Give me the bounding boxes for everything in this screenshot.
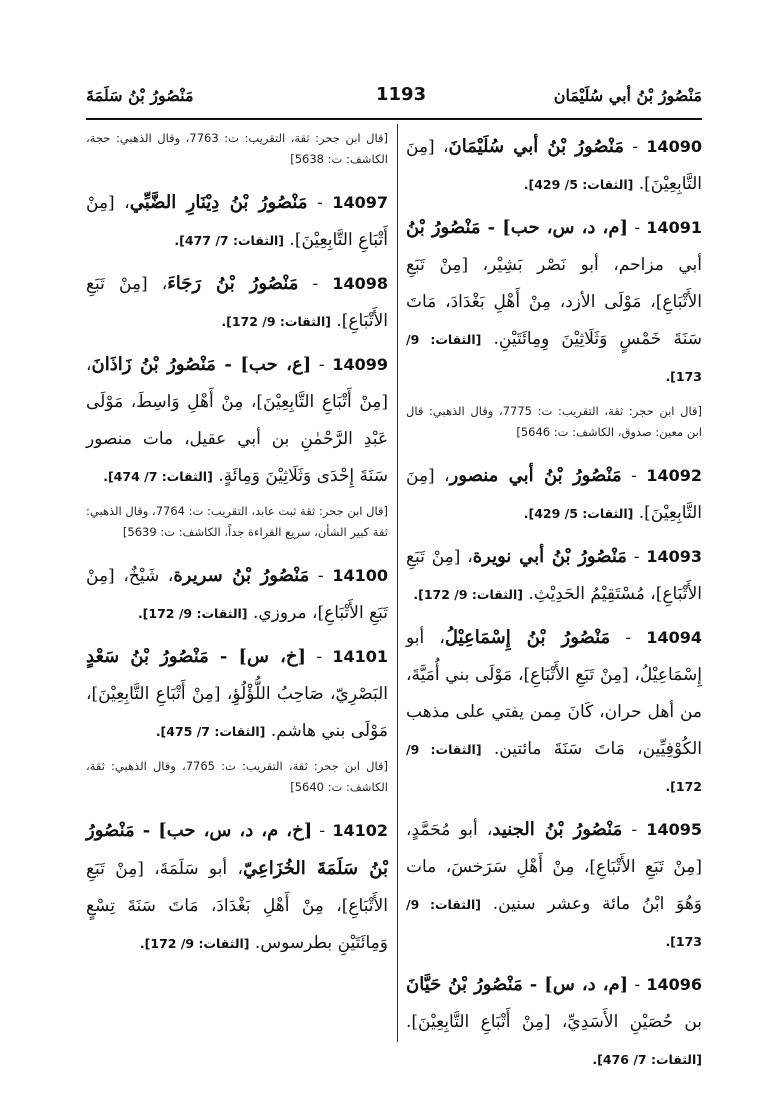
entry-source: [الثقات: 9/ 172]. — [137, 606, 248, 621]
entry-number: 14102 — [332, 821, 388, 840]
entry-name: مَنْصُورُ بْنُ أبي نويرة — [472, 546, 627, 567]
entry-14098: 14098 - مَنْصُورُ بْنُ رَجَاءَ، [مِنْ تَبَعِ الأَتْبَاعِ]. [الثقات: 9/ 172]. — [86, 273, 388, 331]
entry-14090: 14090 - مَنْصُورُ بْنُ أبي سُلَيْمَانَ، [مِنَ التَّابِعِيْنَ]. [الثقات: 5/ 429]. — [406, 136, 702, 194]
entry-text: ، أبو مُحَمَّدٍ، [مِنْ تَبَعِ الأَتْبَاعِ]، مِنْ أَهْلِ سَرَخسَ، مات وَهُوَ ابْنُ مائة وعشر سنين. — [406, 820, 702, 914]
entry-source: [الثقات: 7/ 477]. — [174, 233, 285, 248]
entry-14100: 14100 - مَنْصُورُ بْنُ سريرة، شَيْخٌ، [مِنْ تَبَعِ الأَتْبَاعِ]، مروزي. [الثقات: 9/ 172]. — [86, 565, 388, 623]
running-title-left: مَنْصُورُ بْنُ سَلَمَةَ — [86, 86, 194, 105]
entry-text: ، [مِنْ تَبَعِ الأَتْبَاعِ]، مُسْتَقِيْمُ الحَدِيْثِ. — [406, 547, 702, 604]
entry-text: أبي مزاحم، أبو نَصْر بَشِيْر، [مِنْ تَبَعِ الأَتْبَاعِ]، مَوْلَى الأزد، مِنْ أَهْلِ بَغْدَادَ، مَاتَ سَنَةَ خَمْسٍ وَثَلَاثِيْنَ وِمِائَتَيْنِ. — [406, 255, 702, 349]
entry-14102: 14102 - [خ، م، د، س، حب] - مَنْصُورُ بْنُ سَلَمَةَ الخُزَاعِيّ، أبو سَلَمَةَ، [مِنْ تَبَعِ الأَتْبَاعِ]، مِنْ أَهْلِ بَغْدَادَ، مَاتَ سَنَةَ تِسْعٍ وَمِائَتَيْنِ بطرسوس. [الثقات: 9/ 172]. — [86, 820, 389, 953]
entry-name: [م، د، س] - مَنْصُورُ بْنُ حَيَّانَ — [406, 974, 629, 995]
entry-source: [الثقات: 9/ 173]. — [406, 897, 702, 949]
entry-number: 14100 — [332, 566, 388, 585]
entry-14092: 14092 - مَنْصُورُ بْنُ أبي منصور، [مِنَ التَّابِعِيْنَ]. [الثقات: 5/ 429]. — [406, 465, 702, 523]
entry-name: مَنْصُورُ بْنُ الجنيد — [492, 819, 623, 840]
entry-source: [الثقات: 5/ 429]. — [523, 506, 634, 521]
entry-14099: 14099 - [ع، حب] - مَنْصُورُ بْنُ زَاذَانَ، [مِنْ أَتْبَاعِ التَّابِعِيْنَ]، مِنْ أَهْلِ وَاسِطَ، مَوْلَى عَبْدِ الرَّحْمٰنِ بن أبي عقيل، مات منصور سَنَةَ إِحْدَى وَثَلَاثِيْنَ وَمِائَةٍ. [الثقات: 7/ 474]. — [86, 354, 388, 486]
entry-name: [خ، م، د، س، حب] - مَنْصُورُ بْنُ سَلَمَةَ الخُزَاعِيّ — [86, 820, 389, 879]
entry-14093: 14093 - مَنْصُورُ بْنُ أبي نويرة، [مِنْ تَبَعِ الأَتْبَاعِ]، مُسْتَقِيْمُ الحَدِيْثِ. [الثقات: 9/ 172]. — [406, 546, 702, 604]
right-column — [406, 128, 702, 1084]
page-header — [86, 78, 702, 116]
entry-14094: 14094 - مَنْصُورُ بْنُ إِسْمَاعِيْلُ، أبو إِسْمَاعِيْلُ، [مِنْ تَبَعِ الأَتْبَاعِ]، مَوْلَى بني أُمَيَّةَ، من أهل حران، كَانَ مِمن يفتي على مذهب الكُوْفِيِّين، مَاتَ سَنَةَ مائتين. [الثقات: 9/ 172]. — [406, 627, 703, 794]
entry-name: [ع، حب] - مَنْصُورُ بْنُ زَاذَانَ — [91, 354, 312, 375]
entry-source: [الثقات: 9/ 172]. — [139, 936, 250, 951]
entry-14101: 14101 - [خ، س] - مَنْصُورُ بْنُ سَعْدٍ البَصْرِيّ، صَاحِبُ اللُّؤْلُؤِ، [مِنْ أَتْبَاعِ التَّابِعِيْنَ]، مَوْلَى بني هاشم. [الثقات: 7/ 475]. — [86, 646, 388, 741]
entry-name: مَنْصُورُ بْنُ أبي منصور — [449, 465, 622, 486]
header-rule — [86, 118, 702, 120]
entry-number: 14097 — [332, 193, 388, 212]
entry-number: 14101 — [332, 647, 388, 666]
entry-name: مَنْصُورُ بْنُ إِسْمَاعِيْلُ — [444, 627, 611, 648]
entry-number: 14094 — [646, 628, 702, 647]
footnote: [قال ابن جحر: ثقة ثبت عابد، التقريب: ت: 7764، وقال الذهبي: ثقة كبير الشأن، سريع القراءة جداً، الكاشف: ت: 5639] — [86, 504, 388, 539]
page-number: 1193 — [376, 84, 427, 105]
entry-number: 14091 — [646, 218, 702, 237]
column-divider — [397, 124, 398, 1042]
entry-name: مَنْصُورُ بْنُ سريرة — [173, 565, 310, 586]
footnote: [قال ابن جحر: ثقة، التقريب: ت: 7763، وقال الذهبي: حجة، الكاشف: ت: 5638] — [86, 131, 388, 166]
entry-14095: 14095 - مَنْصُورُ بْنُ الجنيد، أبو مُحَمَّدٍ، [مِنْ تَبَعِ الأَتْبَاعِ]، مِنْ أَهْلِ سَرَخسَ، مات وَهُوَ ابْنُ مائة وعشر سنين. [الثقات: 9/ 173]. — [406, 819, 702, 949]
entry-source: [الثقات: 7/ 474]. — [103, 469, 213, 484]
footnote: [قال ابن جحر: ثقة، التقريب: ت: 7765، وقال الذهبي: ثقة، الكاشف: ت: 5640] — [86, 759, 388, 794]
entry-number: 14099 — [332, 355, 388, 374]
entry-source: [الثقات: 9/ 172]. — [221, 314, 331, 329]
entry-14097: 14097 - مَنْصُورُ بْنُ دِيْنَارِ الضَّبِّي، [مِنْ أَتْبَاعِ التَّابِعِيْنَ]. [الثقات: 7/ 477]. — [86, 192, 388, 250]
entry-source: [الثقات: 7/ 476]. — [592, 1052, 702, 1067]
entry-text: ، [مِنْ أَتْبَاعِ التَّابِعِيْنَ]. — [86, 193, 388, 250]
entry-name: [م، د، س، حب] - مَنْصُورُ بْنُ — [406, 217, 629, 238]
entry-name: مَنْصُورُ بْنُ دِيْنَارِ الضَّبِّي — [129, 192, 308, 213]
entry-text: ، أبو إِسْمَاعِيْلُ، [مِنْ تَبَعِ الأَتْبَاعِ]، مَوْلَى بني أُمَيَّةَ، من أهل حران، كَانَ مِمن يفتي على مذهب الكُوْفِيِّين، مَاتَ سَنَةَ مائتين. — [406, 628, 703, 759]
running-title-right: مَنْصُورُ بْنُ أبي سُلَيْمَان — [553, 86, 702, 105]
entry-source: [الثقات: 9/ 173]. — [406, 332, 702, 384]
entry-name: [خ، س] - مَنْصُورُ بْنُ سَعْدٍ — [86, 646, 307, 667]
entry-14096: 14096 - [م، د، س] - مَنْصُورُ بْنُ حَيَّانَ بن حُصَيْنِ الأَسَدِيِّ، [مِنْ أَتْبَاعِ التَّابِعِيْنَ]. [الثقات: 7/ 476]. — [406, 974, 702, 1067]
entry-number: 14095 — [646, 820, 702, 839]
entry-number: 14093 — [646, 547, 702, 566]
entry-text: ، [مِنْ تَبَعِ الأَتْبَاعِ]. — [86, 274, 388, 331]
entry-number: 14090 — [646, 137, 702, 156]
entry-number: 14098 — [332, 274, 388, 293]
entry-text: ، أبو سَلَمَةَ، [مِنْ تَبَعِ الأَتْبَاعِ]، مِنْ أَهْلِ بَغْدَادَ، مَاتَ سَنَةَ تِسْعٍ وَمِائَتَيْنِ بطرسوس. — [86, 859, 388, 953]
entry-number: 14092 — [646, 466, 702, 485]
entry-text: ، [مِنَ التَّابِعِيْنَ]. — [406, 137, 702, 194]
entry-text: بن حُصَيْنِ الأَسَدِيِّ، [مِنْ أَتْبَاعِ التَّابِعِيْنَ]. — [406, 1012, 702, 1032]
entry-name: مَنْصُورُ بْنُ أبي سُلَيْمَانَ — [448, 136, 624, 157]
entry-name: مَنْصُورُ بْنُ رَجَاءَ — [167, 273, 299, 294]
entry-text: ، [مِنَ التَّابِعِيْنَ]. — [406, 466, 702, 523]
left-column — [86, 128, 388, 968]
entry-source: [الثقات: 7/ 475]. — [155, 724, 266, 739]
entry-text: ، [مِنْ أَتْبَاعِ التَّابِعِيْنَ]، مِنْ أَهْلِ وَاسِطَ، مَوْلَى عَبْدِ الرَّحْمٰنِ بن أبي عقيل، مات منصور سَنَةَ إِحْدَى وَثَلَاثِيْنَ وَمِائَةٍ. — [86, 355, 388, 486]
entry-number: 14096 — [646, 975, 702, 994]
entry-14091: 14091 - [م، د، س، حب] - مَنْصُورُ بْنُ أبي مزاحم، أبو نَصْر بَشِيْر، [مِنْ تَبَعِ الأَتْبَاعِ]، مَوْلَى الأزد، مِنْ أَهْلِ بَغْدَادَ، مَاتَ سَنَةَ خَمْسٍ وَثَلَاثِيْنَ وِمِائَتَيْنِ. [الثقات: 9/ 173]. — [406, 217, 702, 384]
footnote: [قال ابن حجر: ثقة، التقريب: ت: 7775، وقال الذهبي: قال ابن معين: صدوق، الكاشف: ت: 5646] — [406, 404, 702, 439]
entry-text: البَصْرِيّ، صَاحِبُ اللُّؤْلُؤِ، [مِنْ أَتْبَاعِ التَّابِعِيْنَ]، مَوْلَى بني هاشم. — [86, 684, 388, 741]
entry-source: [الثقات: 9/ 172]. — [413, 587, 523, 602]
entry-source: [الثقات: 9/ 172]. — [406, 742, 702, 794]
entry-source: [الثقات: 5/ 429]. — [523, 177, 634, 192]
entry-text: ، شَيْخٌ، [مِنْ تَبَعِ الأَتْبَاعِ]، مروزي. — [86, 566, 388, 623]
